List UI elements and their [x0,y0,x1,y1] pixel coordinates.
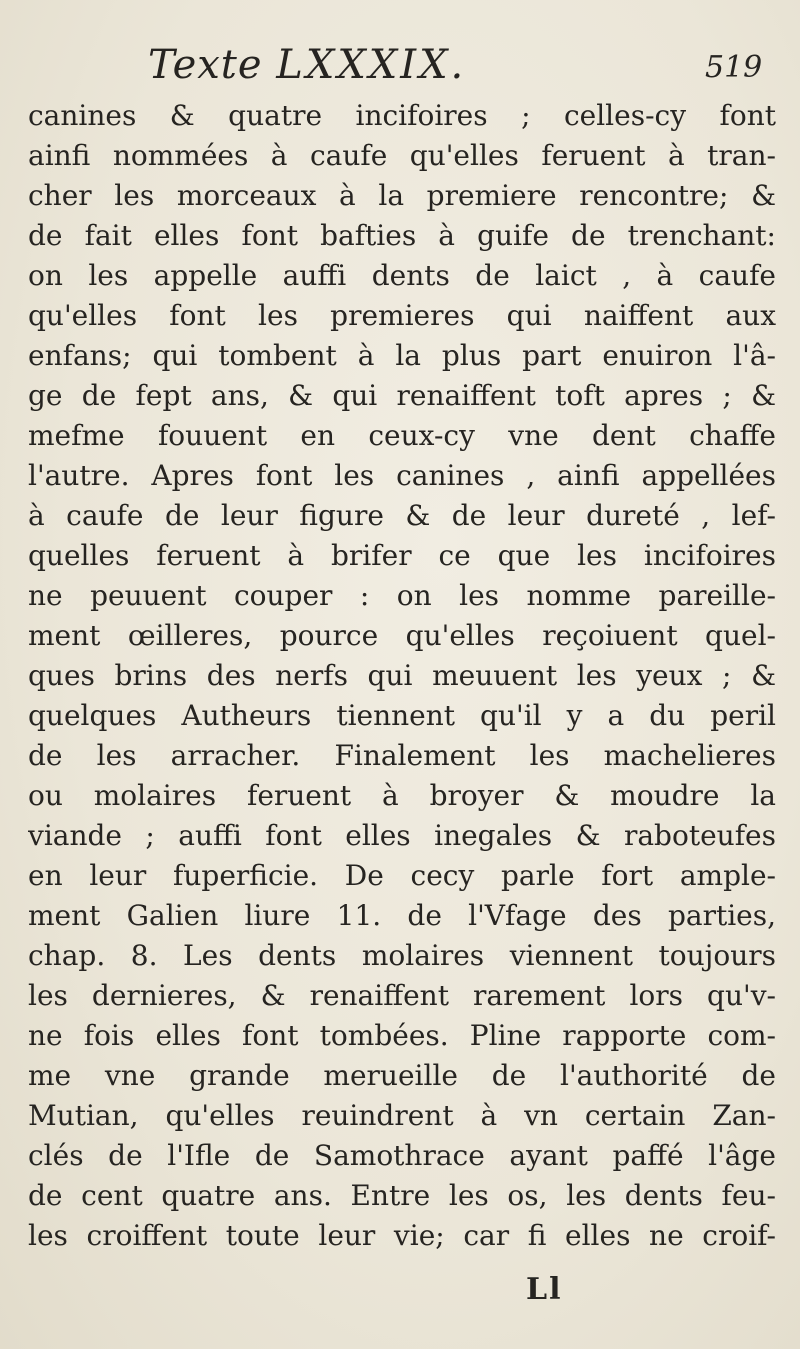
text-line: ne fois elles font tombées. Pline rapporte com- [28,1019,776,1052]
text-line: Mutian, qu'elles reuindrent à vn certain Zan- [28,1099,776,1132]
running-head [148,42,466,88]
text-line: quelques Autheurs tiennent qu'il y a du peril [28,699,776,732]
text-line: clés de l'Ifle de Samothrace ayant paffé l'âge [28,1139,776,1172]
text-line: l'autre. Apres font les canines , ainfi appellées [28,459,776,492]
text-line: quelles feruent à brifer ce que les incifoires [28,539,776,572]
text-line: ge de fept ans, & qui renaiffent toft apres ; & [28,379,776,412]
text-line: cher les morceaux à la premiere rencontre; & [28,179,776,212]
text-line: on les appelle auffi dents de laict , à caufe [28,259,776,292]
text-line: ques brins des nerfs qui meuuent les yeux ; & [28,659,776,692]
text-line: de cent quatre ans. Entre les os, les dents feu- [28,1179,776,1212]
text-line: ment œilleres, pource qu'elles reçoiuent quel- [28,619,776,652]
signature-mark: Ll [526,1272,563,1307]
text-line: ment Galien liure 11. de l'Vfage des parties, [28,899,776,932]
text-line: les dernieres, & renaiffent rarement lors qu'v- [28,979,776,1012]
text-line: les croiffent toute leur vie; car fi elles ne croif- [28,1219,776,1252]
running-title: Texte [148,42,263,88]
text-line: qu'elles font les premieres qui naiffent aux [28,299,776,332]
text-line: viande ; auffi font elles inegales & raboteufes [28,819,776,852]
text-line: à caufe de leur figure & de leur dureté , lef- [28,499,776,532]
text-line: canines & quatre incifoires ; celles-cy font [28,99,776,132]
text-line: de fait elles font bafties à guife de trenchant: [28,219,776,252]
text-line: chap. 8. Les dents molaires viennent toujours [28,939,776,972]
text-line: ainfi nommées à caufe qu'elles feruent à tran- [28,139,776,172]
chapter-numeral: LXXXIX. [276,42,467,88]
page-number: 519 [705,50,763,85]
text-line: ou molaires feruent à broyer & moudre la [28,779,776,812]
text-line: mefme fouuent en ceux-cy vne dent chaffe [28,419,776,452]
text-line: me vne grande merueille de l'authorité de [28,1059,776,1092]
body-text [28,96,776,1256]
text-line: de les arracher. Finalement les machelieres [28,739,776,772]
text-line: ne peuuent couper : on les nomme pareille- [28,579,776,612]
text-line: enfans; qui tombent à la plus part enuiron l'â- [28,339,776,372]
text-line: en leur fuperficie. De cecy parle fort ample- [28,859,776,892]
page-header [0,34,800,94]
